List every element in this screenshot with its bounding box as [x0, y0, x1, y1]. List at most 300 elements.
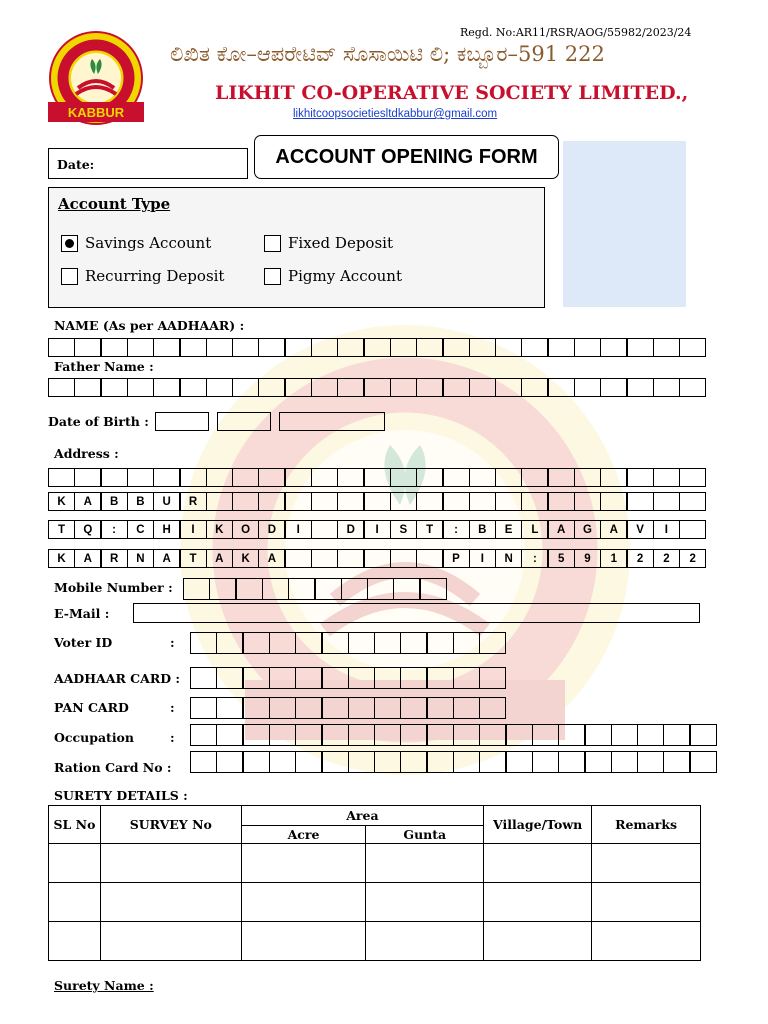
- pan-cell[interactable]: [190, 697, 217, 719]
- mobile-cell[interactable]: [315, 578, 342, 600]
- aadhaar-cell[interactable]: [453, 667, 480, 689]
- address-line-2-cell[interactable]: [653, 492, 680, 511]
- society-name: LIKHIT CO-OPERATIVE SOCIETY LIMITED.,: [215, 82, 689, 104]
- address-line-1-cell[interactable]: [443, 468, 470, 487]
- table-cell[interactable]: [366, 922, 484, 961]
- address-line-3-cell[interactable]: L: [521, 520, 548, 539]
- ration-card-cell[interactable]: [479, 751, 506, 773]
- address-line-2-cell[interactable]: K: [48, 492, 75, 511]
- ration-card-cell[interactable]: [506, 751, 533, 773]
- occupation-cell[interactable]: [269, 724, 296, 746]
- address-line-3-cell[interactable]: D: [337, 520, 364, 539]
- voter-id-label: Voter ID: [54, 635, 113, 650]
- address-line-2-cell[interactable]: [495, 492, 522, 511]
- pan-cell[interactable]: [216, 697, 243, 719]
- name-cell[interactable]: [600, 338, 627, 357]
- ration-card-cell[interactable]: [348, 751, 375, 773]
- name-cell[interactable]: [574, 338, 601, 357]
- address-line-2-cell[interactable]: B: [101, 492, 128, 511]
- pan-cell[interactable]: [374, 697, 401, 719]
- table-row: [49, 922, 701, 961]
- address-line-4-cell[interactable]: 9: [574, 549, 601, 568]
- mobile-cell[interactable]: [420, 578, 447, 600]
- address-line-2-cell[interactable]: A: [74, 492, 101, 511]
- address-line-2-cell[interactable]: [206, 492, 233, 511]
- name-cell[interactable]: [258, 338, 285, 357]
- kannada-society-name: ಲಿಖಿತ ಕೋ–ಆಪರೇಟಿವ್ ಸೊಸಾಯಿಟಿ ಲಿ; ಕಬ್ಬೂರ–591 222: [170, 42, 605, 66]
- address-line-2-cell[interactable]: [337, 492, 364, 511]
- surety-name-label: Surety Name :: [54, 978, 154, 993]
- address-line-4-cell[interactable]: 2: [679, 549, 706, 568]
- name-cell[interactable]: [232, 338, 259, 357]
- father-name-cell[interactable]: [469, 378, 496, 397]
- name-label: NAME (As per AADHAAR) :: [54, 318, 245, 333]
- form-title: ACCOUNT OPENING FORM: [254, 135, 559, 179]
- pan-cell[interactable]: [427, 697, 454, 719]
- name-cell[interactable]: [74, 338, 101, 357]
- address-line-3-cell[interactable]: O: [232, 520, 259, 539]
- address-line-2-cell[interactable]: [600, 492, 627, 511]
- option-label: Recurring Deposit: [85, 267, 225, 285]
- ration-card-cell[interactable]: [637, 751, 664, 773]
- address-line-4-cell[interactable]: [390, 549, 417, 568]
- address-line-1-cell[interactable]: [548, 468, 575, 487]
- address-line-1-cell[interactable]: [153, 468, 180, 487]
- address-line-3-cell[interactable]: E: [495, 520, 522, 539]
- address-line-1-cell[interactable]: [521, 468, 548, 487]
- father-name-cell[interactable]: [627, 378, 654, 397]
- occupation-cell[interactable]: [585, 724, 612, 746]
- address-line-4-cell[interactable]: 2: [627, 549, 654, 568]
- aadhaar-cell[interactable]: [479, 667, 506, 689]
- voter-id-cell[interactable]: [216, 632, 243, 654]
- option-label: Fixed Deposit: [288, 234, 393, 252]
- checkbox[interactable]: [264, 235, 281, 252]
- voter-id-cell[interactable]: [427, 632, 454, 654]
- name-cell[interactable]: [653, 338, 680, 357]
- address-line-3-cell[interactable]: A: [548, 520, 575, 539]
- address-line-3-cell[interactable]: T: [416, 520, 443, 539]
- col-sl-no: SL No: [49, 806, 101, 844]
- address-line-1-cell[interactable]: [679, 468, 706, 487]
- address-line-4-cell[interactable]: P: [443, 549, 470, 568]
- address-line-1-cell[interactable]: [285, 468, 312, 487]
- father-name-cell[interactable]: [364, 378, 391, 397]
- mobile-cell[interactable]: [367, 578, 394, 600]
- mobile-cell[interactable]: [209, 578, 236, 600]
- checkbox[interactable]: [264, 268, 281, 285]
- address-line-2-cell[interactable]: [521, 492, 548, 511]
- table-cell[interactable]: [484, 883, 592, 922]
- voter-id-cell[interactable]: [374, 632, 401, 654]
- address-line-3-cell[interactable]: T: [48, 520, 75, 539]
- father-name-cell[interactable]: [521, 378, 548, 397]
- name-cell[interactable]: [180, 338, 207, 357]
- surety-details-heading: SURETY DETAILS :: [54, 788, 188, 803]
- account-type-box: [48, 187, 545, 308]
- col-remarks: Remarks: [592, 806, 701, 844]
- ration-card-cell[interactable]: [269, 751, 296, 773]
- aadhaar-cell[interactable]: [348, 667, 375, 689]
- address-line-3-cell[interactable]: Q: [74, 520, 101, 539]
- pan-cell[interactable]: [479, 697, 506, 719]
- father-name-cell[interactable]: [416, 378, 443, 397]
- occupation-cell[interactable]: [637, 724, 664, 746]
- father-name-cell[interactable]: [337, 378, 364, 397]
- address-line-1-cell[interactable]: [574, 468, 601, 487]
- name-cell[interactable]: [679, 338, 706, 357]
- father-name-cell[interactable]: [74, 378, 101, 397]
- address-line-1-cell[interactable]: [258, 468, 285, 487]
- name-cell[interactable]: [443, 338, 470, 357]
- address-line-3-cell[interactable]: I: [285, 520, 312, 539]
- table-cell[interactable]: [49, 844, 101, 883]
- address-line-3-cell[interactable]: G: [574, 520, 601, 539]
- father-name-cell[interactable]: [285, 378, 312, 397]
- address-line-3-cell[interactable]: H: [153, 520, 180, 539]
- occupation-cell[interactable]: [532, 724, 559, 746]
- table-cell[interactable]: [241, 883, 366, 922]
- voter-id-cell[interactable]: [295, 632, 322, 654]
- aadhaar-cell[interactable]: [269, 667, 296, 689]
- address-line-3-cell[interactable]: D: [258, 520, 285, 539]
- voter-id-cell[interactable]: [243, 632, 270, 654]
- address-line-3-cell[interactable]: [679, 520, 706, 539]
- address-line-3-cell[interactable]: K: [206, 520, 233, 539]
- voter-id-cell[interactable]: [269, 632, 296, 654]
- table-cell[interactable]: [592, 844, 701, 883]
- dob-month[interactable]: [217, 412, 271, 431]
- ration-card-cell[interactable]: [322, 751, 349, 773]
- address-line-1-cell[interactable]: [48, 468, 75, 487]
- address-line-1-cell[interactable]: [74, 468, 101, 487]
- pan-cell[interactable]: [322, 697, 349, 719]
- ration-card-cell[interactable]: [400, 751, 427, 773]
- father-name-cell[interactable]: [574, 378, 601, 397]
- address-line-4-cell[interactable]: A: [74, 549, 101, 568]
- address-line-3-cell[interactable]: I: [180, 520, 207, 539]
- address-line-4-cell[interactable]: [364, 549, 391, 568]
- name-cell[interactable]: [153, 338, 180, 357]
- col-village-town: Village/Town: [484, 806, 592, 844]
- address-line-2-cell[interactable]: [469, 492, 496, 511]
- voter-id-cell[interactable]: [453, 632, 480, 654]
- table-cell[interactable]: [100, 844, 241, 883]
- address-line-2-cell[interactable]: [311, 492, 338, 511]
- dob-day[interactable]: [155, 412, 209, 431]
- occupation-cell[interactable]: [427, 724, 454, 746]
- address-line-2-cell[interactable]: [627, 492, 654, 511]
- address-line-1-cell[interactable]: [469, 468, 496, 487]
- mobile-cell[interactable]: [183, 578, 210, 600]
- photo-box: [563, 141, 686, 307]
- aadhaar-cell[interactable]: [400, 667, 427, 689]
- address-line-4-cell[interactable]: N: [127, 549, 154, 568]
- svg-text:KABBUR: KABBUR: [67, 105, 125, 120]
- voter-id-cell[interactable]: [400, 632, 427, 654]
- father-name-cell[interactable]: [180, 378, 207, 397]
- ration-card-cell[interactable]: [453, 751, 480, 773]
- father-name-cell[interactable]: [311, 378, 338, 397]
- address-line-1-cell[interactable]: [101, 468, 128, 487]
- ration-card-cell[interactable]: [295, 751, 322, 773]
- voter-id-cell[interactable]: [479, 632, 506, 654]
- occupation-cell[interactable]: [348, 724, 375, 746]
- aadhaar-cell[interactable]: [427, 667, 454, 689]
- address-line-4-cell[interactable]: A: [258, 549, 285, 568]
- address-line-2-cell[interactable]: [574, 492, 601, 511]
- address-line-4-cell[interactable]: [285, 549, 312, 568]
- address-line-1-cell[interactable]: [653, 468, 680, 487]
- address-line-4-cell[interactable]: 5: [548, 549, 575, 568]
- address-line-2-cell[interactable]: R: [180, 492, 207, 511]
- occupation-cell[interactable]: [295, 724, 322, 746]
- pan-cell[interactable]: [400, 697, 427, 719]
- table-cell[interactable]: [484, 922, 592, 961]
- occupation-cell[interactable]: [322, 724, 349, 746]
- surety-table: [48, 805, 701, 961]
- aadhaar-cell[interactable]: [243, 667, 270, 689]
- father-name-cell[interactable]: [600, 378, 627, 397]
- father-name-cell[interactable]: [127, 378, 154, 397]
- table-cell[interactable]: [49, 883, 101, 922]
- occupation-cell[interactable]: [506, 724, 533, 746]
- address-line-1-cell[interactable]: [495, 468, 522, 487]
- ration-card-cell[interactable]: [243, 751, 270, 773]
- col-survey-no: SURVEY No: [100, 806, 241, 844]
- address-label: Address :: [54, 446, 119, 461]
- ration-card-cell[interactable]: [190, 751, 217, 773]
- pan-cell[interactable]: [269, 697, 296, 719]
- address-line-4-cell[interactable]: K: [232, 549, 259, 568]
- address-line-3-cell[interactable]: I: [364, 520, 391, 539]
- account-type-heading: Account Type: [58, 195, 171, 213]
- table-row: [49, 844, 701, 883]
- address-line-1-cell[interactable]: [180, 468, 207, 487]
- address-line-3-cell[interactable]: [311, 520, 338, 539]
- voter-id-cell[interactable]: [348, 632, 375, 654]
- father-name-cell[interactable]: [101, 378, 128, 397]
- address-line-4-cell[interactable]: R: [101, 549, 128, 568]
- col-acre: Acre: [241, 826, 366, 844]
- father-name-cell[interactable]: [153, 378, 180, 397]
- address-line-4-cell[interactable]: K: [48, 549, 75, 568]
- address-line-2-cell[interactable]: [679, 492, 706, 511]
- voter-id-colon: :: [170, 635, 175, 650]
- table-cell[interactable]: [592, 883, 701, 922]
- father-name-cell[interactable]: [495, 378, 522, 397]
- father-name-cell[interactable]: [258, 378, 285, 397]
- father-name-cell[interactable]: [232, 378, 259, 397]
- checkbox[interactable]: [61, 268, 78, 285]
- aadhaar-cell[interactable]: [190, 667, 217, 689]
- address-line-1-cell[interactable]: [364, 468, 391, 487]
- address-line-4-cell[interactable]: [311, 549, 338, 568]
- ration-card-cell[interactable]: [216, 751, 243, 773]
- table-cell[interactable]: [49, 922, 101, 961]
- dob-year[interactable]: [279, 412, 385, 431]
- name-cell[interactable]: [48, 338, 75, 357]
- address-line-3-cell[interactable]: :: [443, 520, 470, 539]
- occupation-cell[interactable]: [690, 724, 717, 746]
- address-line-4-cell[interactable]: 2: [653, 549, 680, 568]
- option-label: Savings Account: [85, 234, 212, 252]
- ration-card-cell[interactable]: [532, 751, 559, 773]
- name-cell[interactable]: [337, 338, 364, 357]
- pan-cell[interactable]: [348, 697, 375, 719]
- society-email-link[interactable]: likhitcoopsocietiesltdkabbur@gmail.com: [293, 108, 498, 120]
- address-line-2-cell[interactable]: [443, 492, 470, 511]
- address-line-3-cell[interactable]: S: [390, 520, 417, 539]
- address-line-4-cell[interactable]: [416, 549, 443, 568]
- option-label: Pigmy Account: [288, 267, 402, 285]
- name-cell[interactable]: [206, 338, 233, 357]
- occupation-cell[interactable]: [558, 724, 585, 746]
- checked-dot-icon: [65, 239, 74, 248]
- occupation-cell[interactable]: [400, 724, 427, 746]
- address-line-1-cell[interactable]: [627, 468, 654, 487]
- address-line-2-cell[interactable]: B: [127, 492, 154, 511]
- society-logo: [42, 28, 150, 134]
- date-box[interactable]: [48, 148, 248, 179]
- address-line-1-cell[interactable]: [206, 468, 233, 487]
- address-line-2-cell[interactable]: [232, 492, 259, 511]
- occupation-cell[interactable]: [479, 724, 506, 746]
- address-line-2-cell[interactable]: [548, 492, 575, 511]
- aadhaar-cell[interactable]: [295, 667, 322, 689]
- father-name-cell[interactable]: [653, 378, 680, 397]
- checkbox[interactable]: [61, 235, 78, 252]
- address-line-4-cell[interactable]: [337, 549, 364, 568]
- address-line-2-cell[interactable]: [416, 492, 443, 511]
- occupation-cell[interactable]: [611, 724, 638, 746]
- aadhaar-cell[interactable]: [216, 667, 243, 689]
- address-line-2-cell[interactable]: [285, 492, 312, 511]
- occupation-colon: :: [170, 730, 175, 745]
- table-row: [49, 883, 701, 922]
- address-line-1-cell[interactable]: [311, 468, 338, 487]
- occupation-cell[interactable]: [453, 724, 480, 746]
- address-line-2-cell[interactable]: [364, 492, 391, 511]
- address-line-1-cell[interactable]: [600, 468, 627, 487]
- address-line-1-cell[interactable]: [416, 468, 443, 487]
- name-cell[interactable]: [101, 338, 128, 357]
- occupation-cell[interactable]: [216, 724, 243, 746]
- name-cell[interactable]: [127, 338, 154, 357]
- name-cell[interactable]: [469, 338, 496, 357]
- address-line-1-cell[interactable]: [127, 468, 154, 487]
- ration-card-label: Ration Card No :: [54, 760, 172, 775]
- occupation-cell[interactable]: [663, 724, 690, 746]
- address-line-2-cell[interactable]: [258, 492, 285, 511]
- pan-cell[interactable]: [295, 697, 322, 719]
- name-cell[interactable]: [627, 338, 654, 357]
- father-name-cell[interactable]: [390, 378, 417, 397]
- name-cell[interactable]: [416, 338, 443, 357]
- address-line-4-cell[interactable]: 1: [600, 549, 627, 568]
- address-line-3-cell[interactable]: A: [600, 520, 627, 539]
- table-cell[interactable]: [484, 844, 592, 883]
- father-name-cell[interactable]: [206, 378, 233, 397]
- address-line-3-cell[interactable]: :: [101, 520, 128, 539]
- table-cell[interactable]: [100, 922, 241, 961]
- name-cell[interactable]: [521, 338, 548, 357]
- table-cell[interactable]: [241, 922, 366, 961]
- occupation-cell[interactable]: [190, 724, 217, 746]
- name-cell[interactable]: [285, 338, 312, 357]
- dob-label: Date of Birth :: [48, 414, 149, 429]
- voter-id-cell[interactable]: [190, 632, 217, 654]
- address-line-4-cell[interactable]: N: [495, 549, 522, 568]
- address-line-3-cell[interactable]: V: [627, 520, 654, 539]
- name-cell[interactable]: [495, 338, 522, 357]
- name-cell[interactable]: [548, 338, 575, 357]
- address-line-4-cell[interactable]: I: [469, 549, 496, 568]
- table-cell[interactable]: [592, 922, 701, 961]
- occupation-cell[interactable]: [243, 724, 270, 746]
- email-input[interactable]: [133, 603, 700, 623]
- mobile-cell[interactable]: [262, 578, 289, 600]
- ration-card-cell[interactable]: [663, 751, 690, 773]
- address-line-3-cell[interactable]: B: [469, 520, 496, 539]
- ration-card-cell[interactable]: [427, 751, 454, 773]
- name-cell[interactable]: [390, 338, 417, 357]
- pan-cell[interactable]: [243, 697, 270, 719]
- mobile-cell[interactable]: [236, 578, 263, 600]
- pan-cell[interactable]: [453, 697, 480, 719]
- ration-card-cell[interactable]: [558, 751, 585, 773]
- mobile-cell[interactable]: [341, 578, 368, 600]
- address-line-4-cell[interactable]: T: [180, 549, 207, 568]
- voter-id-cell[interactable]: [322, 632, 349, 654]
- mobile-cell[interactable]: [393, 578, 420, 600]
- aadhaar-cell[interactable]: [322, 667, 349, 689]
- ration-card-cell[interactable]: [585, 751, 612, 773]
- address-line-3-cell[interactable]: I: [653, 520, 680, 539]
- address-line-2-cell[interactable]: [390, 492, 417, 511]
- address-line-1-cell[interactable]: [390, 468, 417, 487]
- address-line-1-cell[interactable]: [232, 468, 259, 487]
- ration-card-cell[interactable]: [690, 751, 717, 773]
- pan-label: PAN CARD: [54, 700, 129, 715]
- address-line-3-cell[interactable]: C: [127, 520, 154, 539]
- address-line-2-cell[interactable]: U: [153, 492, 180, 511]
- table-cell[interactable]: [100, 883, 241, 922]
- aadhaar-label: AADHAAR CARD :: [54, 671, 181, 686]
- name-cell[interactable]: [364, 338, 391, 357]
- father-name-cell[interactable]: [48, 378, 75, 397]
- father-name-cell[interactable]: [548, 378, 575, 397]
- address-line-4-cell[interactable]: A: [153, 549, 180, 568]
- col-area: Area: [241, 806, 484, 826]
- aadhaar-cell[interactable]: [374, 667, 401, 689]
- mobile-cell[interactable]: [288, 578, 315, 600]
- father-name-cell[interactable]: [679, 378, 706, 397]
- name-cell[interactable]: [311, 338, 338, 357]
- address-line-4-cell[interactable]: :: [521, 549, 548, 568]
- ration-card-cell[interactable]: [611, 751, 638, 773]
- pan-colon: :: [170, 700, 175, 715]
- address-line-4-cell[interactable]: A: [206, 549, 233, 568]
- father-name-cell[interactable]: [443, 378, 470, 397]
- table-cell[interactable]: [366, 883, 484, 922]
- mobile-label: Mobile Number :: [54, 580, 173, 595]
- ration-card-cell[interactable]: [374, 751, 401, 773]
- address-line-1-cell[interactable]: [337, 468, 364, 487]
- table-cell[interactable]: [241, 844, 366, 883]
- table-cell[interactable]: [366, 844, 484, 883]
- occupation-cell[interactable]: [374, 724, 401, 746]
